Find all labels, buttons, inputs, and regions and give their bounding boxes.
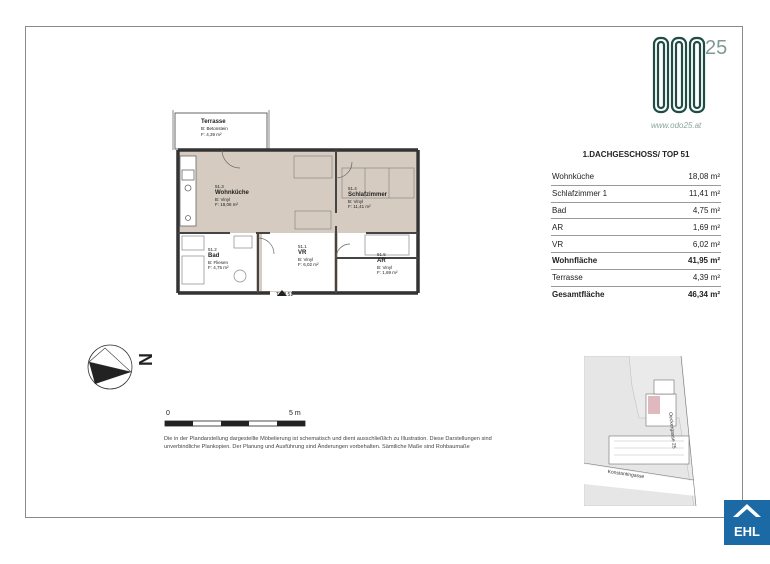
table-row: Terrasse 4,39 m² <box>551 269 721 286</box>
table-row: Schlafzimmer 1 11,41 m² <box>551 185 721 202</box>
room-bedroom: 51.4 Schlafzimmer B: Vinyl F: 11,41 m² <box>348 186 388 209</box>
table-row: Wohnküche 18,08 m² <box>551 169 721 185</box>
room-ar: 51.5 AR B: Vinyl F: 1,69 m² <box>377 252 398 275</box>
ehl-logo: EHL <box>724 500 770 545</box>
table-row: VR 6,02 m² <box>551 236 721 253</box>
table-row: Bad 4,75 m² <box>551 202 721 219</box>
table-row-total: Gesamtfläche 46,34 m² <box>552 289 720 299</box>
room-vr: 51.1 VR B: Vinyl F: 6,02 m² <box>298 244 319 267</box>
website-link[interactable]: www.odo25.at <box>651 121 702 130</box>
north-label: N <box>136 353 156 366</box>
scale-start: 0 <box>166 410 170 417</box>
disclaimer-text: Die in der Plandarstellung dargestellte Möbelierung ist schematisch und dient ausschließlich zu Illustration. Diese Darstellungen sind unverbindliche Plankopien. Der Planung und Ausführung sind Änderungen vorbehalten. Sämtliche Maße sind Rohbaumaße <box>164 436 492 450</box>
compass-icon <box>85 342 135 392</box>
area-table <box>551 169 721 302</box>
table-row-total-living: Wohnfläche 41,95 m² <box>551 252 721 269</box>
room-terrasse: Terrasse B: Betonstein F: 4,39 m² <box>201 119 228 137</box>
scale-end: 5 m <box>289 410 301 417</box>
room-bath: 51.2 Bad B: Fliesen F: 4,75 m² <box>208 247 229 270</box>
scale-bar <box>164 418 314 430</box>
unit-title: 1.DACHGESCHOSS/ TOP 51 <box>582 150 690 159</box>
table-row: AR 1,69 m² <box>551 219 721 236</box>
house-icon <box>733 503 761 517</box>
site-map <box>584 356 710 506</box>
odo-logo <box>652 34 707 116</box>
room-kitchen: 51.3 Wohnküche B: Vinyl F: 18,08 m² <box>215 184 249 207</box>
logo-number: 25 <box>705 37 728 59</box>
street-label-konstantingasse: Konstantingasse <box>607 469 645 481</box>
street-label-oeckergasse: Oeckergasse 25 <box>667 412 677 449</box>
entrance-label: TOP 51 <box>276 292 294 298</box>
